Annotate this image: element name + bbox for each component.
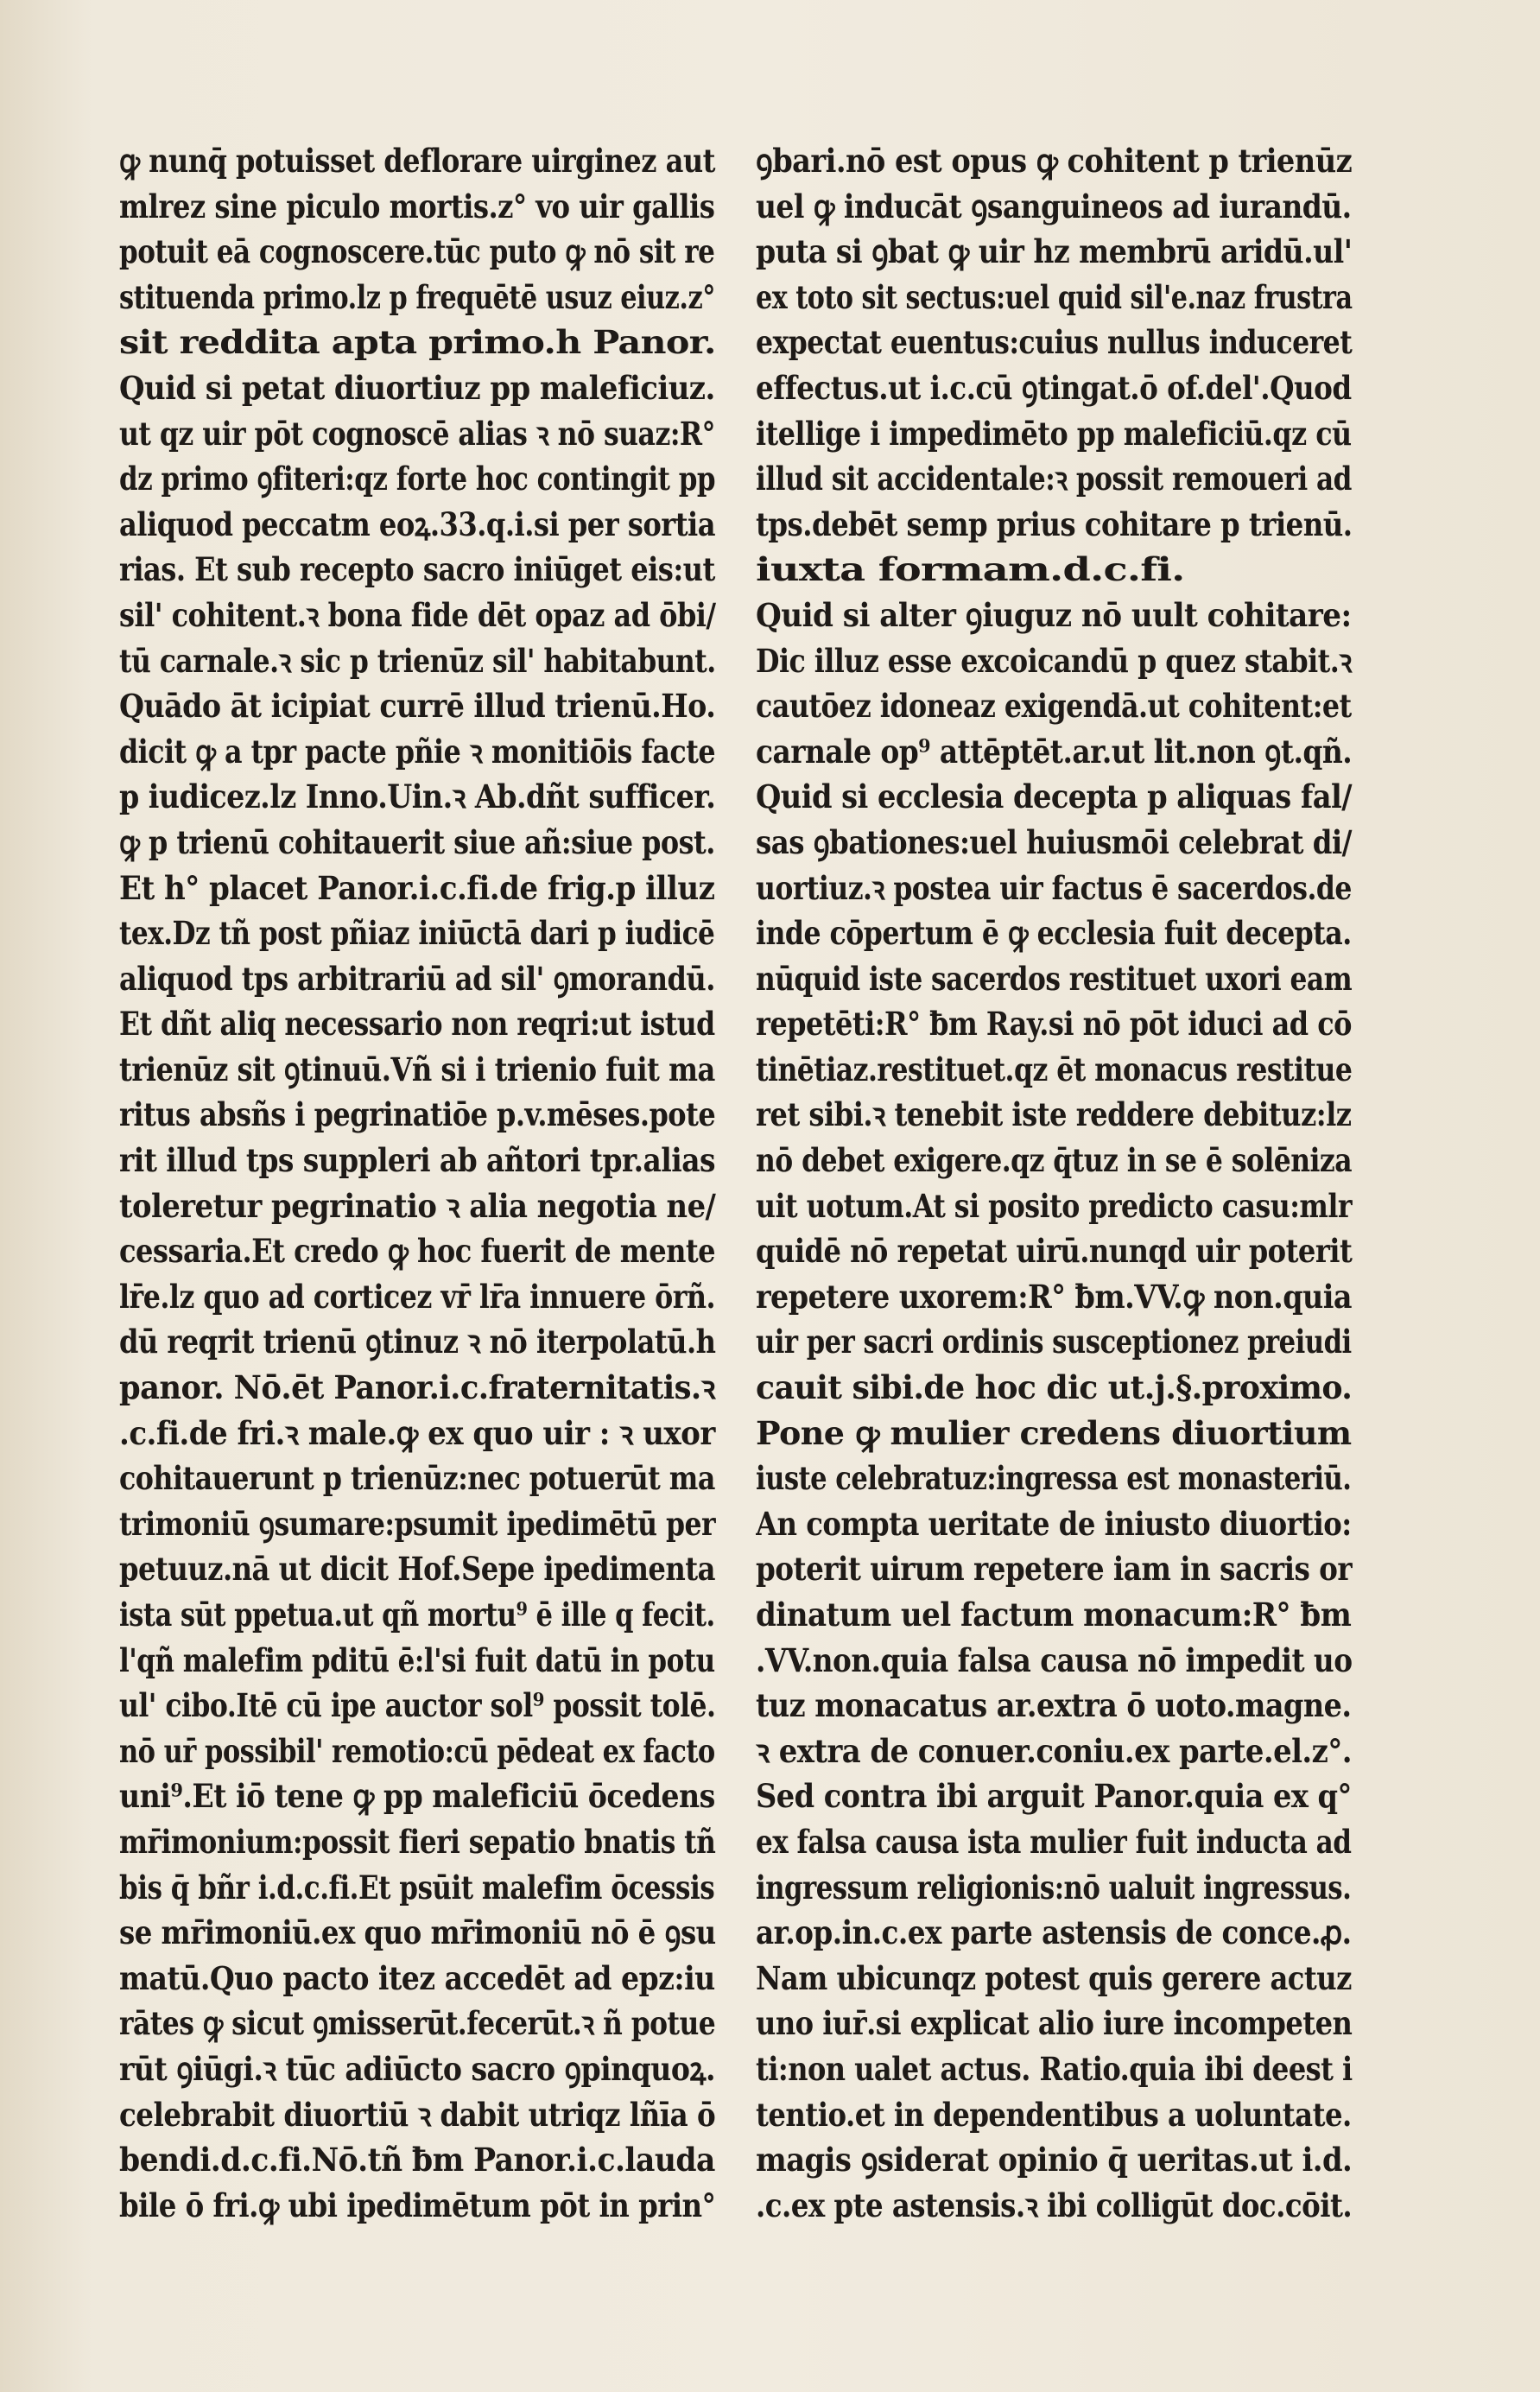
text-line: trimoniū ꝯsumare:psumit ipedimētū per [119, 1504, 716, 1543]
text-line: expectat euentus:cuius nullus induceret [756, 323, 1353, 362]
text-line: stituenda primo.lz p frequētē usuz eiuz.z° [119, 277, 715, 316]
text-line: Et h° placet Panor.i.c.fi.de frig.p illuz [119, 868, 715, 907]
text-line: uno iur̄.si explicat alio iure incompeten [756, 2004, 1353, 2043]
text-line: uit uotum.At si posito predicto casu:mlr [756, 1186, 1353, 1225]
text-line: rūt ꝯiūgi.ꝛ tūc adiūcto sacro ꝯpinquoꝝ. [119, 2049, 715, 2088]
text-line: tentio.et in dependentibus a uoluntate. [756, 2095, 1352, 2134]
text-line: poterit uirum repetere iam in sacris or [756, 1550, 1353, 1589]
text-line: trienūz sit ꝯtinuū.Vñ si i trienio fuit ma [119, 1050, 715, 1088]
right-text-column [756, 138, 1360, 2255]
text-line: sil' cohitent.ꝛ bona fide dēt opaz ad ōbi/ [119, 595, 716, 634]
text-line: lr̄e.lz quo ad corticez vr̄ lr̄a innuere ōrñ. [119, 1277, 715, 1316]
text-line: cohitauerunt p trienūz:nec potuerūt ma [119, 1459, 715, 1498]
text-line: mr̄imonium:possit fieri sepatio bnatis tñ [119, 1822, 716, 1861]
text-line: matū.Quo pacto itez accedēt ad epz:iu [119, 1958, 715, 1997]
text-line: Quid si alter ꝯiuguz nō uult cohitare: [756, 595, 1352, 634]
text-line: ul' cibo.Itē cū ipe auctor sol⁹ possit tolē. [119, 1686, 716, 1725]
text-line: sas ꝯbationes:uel huiusmōi celebrat di/ [756, 822, 1352, 861]
text-line: potuit eā cognoscere.tūc puto ꝙ nō sit re [119, 232, 715, 271]
text-line: ret sibi.ꝛ tenebit iste reddere debituz:lz [756, 1095, 1352, 1134]
text-line: nō ur̄ possibil' remotio:cū pēdeat ex facto [119, 1731, 715, 1770]
text-line: tinētiaz.restituet.qz ēt monacus restitue [756, 1050, 1353, 1088]
text-line: aliquod tps arbitrariū ad sil' ꝯmorandū. [119, 959, 715, 998]
text-line: illud sit accidentale:ꝛ possit remoueri ad [756, 460, 1352, 498]
text-line: l'qñ malefim pditū ē:l'si fuit datū in potu [119, 1640, 715, 1679]
text-line: puta si ꝯbat ꝙ uir hz membrū aridū.ul' [756, 232, 1353, 271]
text-line: bis q̄ bñr i.d.c.fi.Et psūit malefim ōcessis [119, 1868, 715, 1907]
text-line: Pone ꝙ mulier credens diuortium [756, 1413, 1352, 1452]
text-line: celebrabit diuortiū ꝛ dabit utriqz lñīa ō [119, 2095, 716, 2134]
text-line: uortiuz.ꝛ postea uir factus ē sacerdos.de [756, 868, 1352, 907]
text-line: dinatum uel factum monacum:R° ƀm [756, 1596, 1352, 1634]
text-line: ritus absñs i pegrinatiōe p.v.mēses.pote [119, 1095, 716, 1134]
text-line: cautōez idoneaz exigendā.ut cohitent:et [756, 687, 1352, 726]
text-line: cessaria.Et credo ꝙ hoc fuerit de mente [119, 1232, 716, 1271]
text-line: tū carnale.ꝛ sic p trienūz sil' habitabunt. [119, 641, 716, 680]
text-line: repetere uxorem:R° ƀm.VV.ꝙ non.quia [756, 1277, 1353, 1316]
text-line: aliquod peccatm eoꝝ.33.q.i.si per sortia [119, 504, 716, 543]
text-line: ex falsa causa ista mulier fuit inducta ad [756, 1822, 1352, 1861]
text-line: .c.ex pte astensis.ꝛ ibi colligūt doc.cōit. [756, 2186, 1353, 2224]
text-line: ꝛ extra de conuer.coniu.ex parte.el.z°. [756, 1731, 1352, 1770]
text-line: iuste celebratuz:ingressa est monasteriū. [756, 1459, 1352, 1498]
text-line: .VV.non.quia falsa causa nō impedit uo [756, 1640, 1353, 1679]
text-line: An compta ueritate de iniusto diuortio: [756, 1504, 1352, 1543]
text-line: Dic illuz esse excoicandū p quez stabit.ꝛ [756, 641, 1352, 680]
text-line: mlrez sine piculo mortis.z° vo uir gallis [119, 187, 715, 225]
text-line: sit reddita apta primo.h Panor. [119, 323, 716, 362]
text-line: ꝯbari.nō est opus ꝙ cohitent p trienūz [756, 142, 1353, 180]
text-line: panor. Nō.ēt Panor.i.c.fraternitatis.ꝛ [119, 1368, 715, 1407]
text-line: ista sūt ppetua.ut qñ mortu⁹ ē ille q fecit. [119, 1596, 715, 1634]
text-line: tps.debēt semp prius cohitare p trienū. [756, 504, 1353, 543]
text-line: Sed contra ibi arguit Panor.quia ex q° [756, 1777, 1352, 1816]
text-line: Et dñt aliq necessario non reqri:ut istud [119, 1005, 715, 1044]
text-line: bendi.d.c.fi.Nō.tñ ƀm Panor.i.c.lauda [119, 2141, 715, 2179]
text-line: ut qz uir pōt cognoscē alias ꝛ nō suaz:R° [119, 414, 715, 453]
text-line: rātes ꝙ sicut ꝯmisserūt.fecerūt.ꝛ ñ potue [119, 2004, 716, 2043]
text-line: se mr̄imoniū.ex quo mr̄imoniū nō ē ꝯsu [119, 1913, 716, 1952]
text-line: Nam ubicunqz potest quis gerere actuz [756, 1958, 1352, 1997]
text-line: inde cōpertum ē ꝙ ecclesia fuit decepta. [756, 914, 1352, 953]
text-line: p iudicez.lz Inno.Uin.ꝛ Ab.dñt sufficer. [119, 777, 716, 816]
text-line: ꝙ nunq̄ potuisset deflorare uirginez aut [119, 142, 715, 180]
text-line: ex toto sit sectus:uel quid sil'e.naz frustra [756, 277, 1353, 316]
text-line: itellige i impedimēto pp maleficiū.qz cū [756, 414, 1352, 453]
text-line: tuz monacatus ar.extra ō uoto.magne. [756, 1686, 1352, 1725]
text-line: ti:non ualet actus. Ratio.quia ibi deest i [756, 2049, 1353, 2088]
text-line: dū reqrit trienū ꝯtinuz ꝛ nō iterpolatū.h [119, 1323, 716, 1361]
text-line: cauit sibi.de hoc dic ut.j.§.proximo. [756, 1368, 1353, 1407]
text-line: rias. Et sub recepto sacro iniūget eis:ut [119, 550, 715, 589]
text-line: nō debet exigere.qz q̄tuz in se ē solēniza [756, 1141, 1353, 1180]
text-line: uni⁹.Et iō tene ꝙ pp maleficiū ōcedens [119, 1777, 715, 1816]
text-line: dicit ꝙ a tpr pacte pñie ꝛ monitiōis facte [119, 732, 716, 771]
text-line: Quid si petat diuortiuz pp maleficiuz. [119, 368, 715, 407]
text-line: .c.fi.de fri.ꝛ male.ꝙ ex quo uir : ꝛ uxor [119, 1413, 715, 1452]
text-line: iuxta formam.d.c.fi. [756, 550, 1185, 589]
text-line: effectus.ut i.c.cū ꝯtingat.ō of.del'.Quod [756, 368, 1352, 407]
text-line: petuuz.nā ut dicit Hof.Sepe ipedimenta [119, 1550, 716, 1589]
text-line: tex.Dz tñ post pñiaz iniūctā dari p iudicē [119, 914, 715, 953]
text-line: uel ꝙ inducāt ꝯsanguineos ad iurandū. [756, 187, 1352, 225]
text-line: uir per sacri ordinis susceptionez preiudi [756, 1323, 1352, 1361]
text-line: carnale op⁹ attēptēt.ar.ut lit.non ꝯt.qñ. [756, 732, 1353, 771]
text-line: quidē nō repetat uirū.nunqd uir poterit [756, 1232, 1353, 1271]
text-line: repetēti:R° ƀm Ray.si nō pōt iduci ad cō [756, 1005, 1352, 1044]
left-text-column [119, 138, 724, 2255]
text-line: dz primo ꝯfiteri:qz forte hoc contingit pp [119, 460, 716, 498]
text-line: magis ꝯsiderat opinio q̄ ueritas.ut i.d. [756, 2141, 1353, 2179]
text-line: ingressum religionis:nō ualuit ingressus. [756, 1868, 1352, 1907]
text-line: rit illud tps suppleri ab añtori tpr.alias [119, 1141, 715, 1180]
text-line: nūquid iste sacerdos restituet uxori eam [756, 959, 1353, 998]
text-line: bile ō fri.ꝙ ubi ipedimētum pōt in prin° [119, 2186, 716, 2224]
text-line: ꝙ p trienū cohitauerit siue añ:siue post. [119, 822, 715, 861]
text-line: Quādo āt icipiat currē illud trienū.Ho. [119, 687, 716, 726]
text-line: toleretur pegrinatio ꝛ alia negotia ne/ [119, 1186, 716, 1225]
text-line: ar.op.in.c.ex parte astensis de conce.ꝓ. [756, 1913, 1352, 1952]
text-line: Quid si ecclesia decepta p aliquas fal/ [756, 777, 1353, 816]
